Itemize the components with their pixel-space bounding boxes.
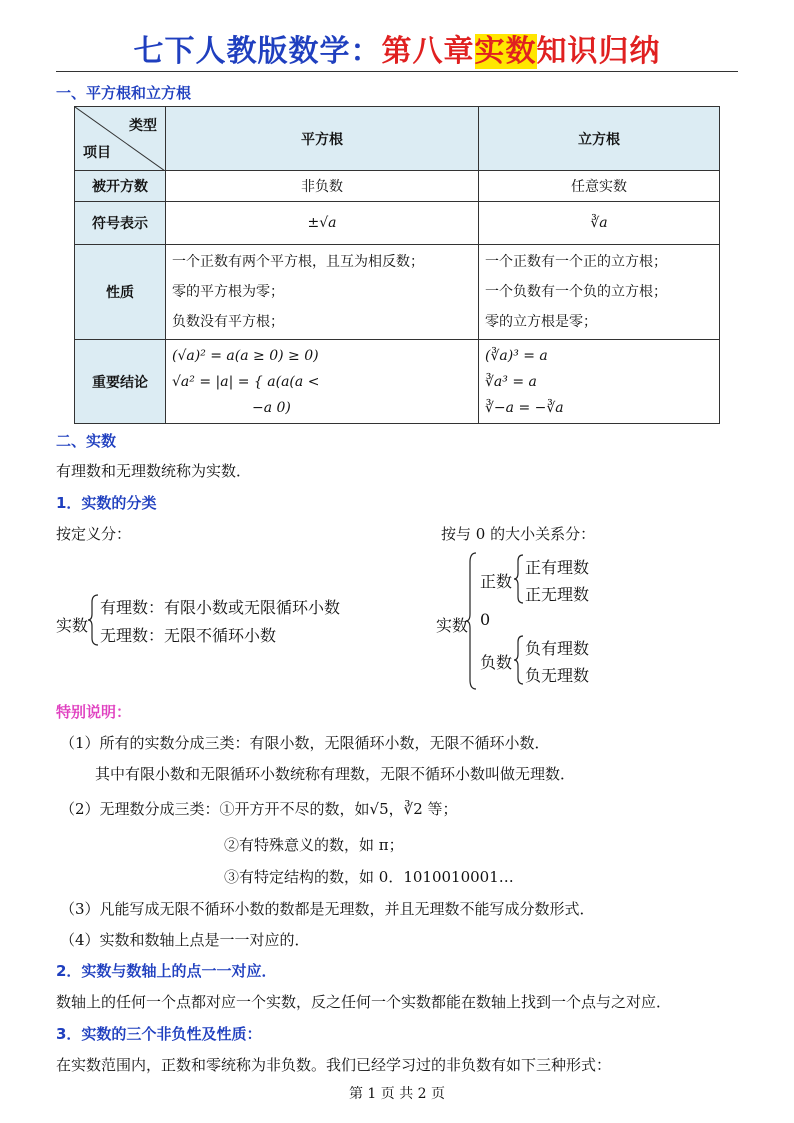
negative-label: 负数 <box>480 653 513 672</box>
conclusion-cube-line: ∛−a = −∛a <box>485 399 564 416</box>
header-item: 项目 <box>83 145 111 161</box>
note-1b: 其中有限小数和无限循环小数统称有理数，无限不循环小数叫做无理数． <box>95 765 576 783</box>
special-notes-heading: 特别说明： <box>56 703 132 721</box>
property-square-line: 负数没有平方根； <box>172 314 284 330</box>
section2-heading: 二、实数 <box>56 432 117 450</box>
classification-heading: 1．实数的分类 <box>56 494 157 512</box>
section2-intro: 有理数和无理数统称为实数． <box>56 462 252 480</box>
irrational-definition: 无理数：无限不循环小数 <box>100 626 277 645</box>
note-1a: （1）所有的实数分成三类：有限小数，无限循环小数，无限不循环小数． <box>60 734 550 752</box>
number-line-text: 数轴上的任何一个点都对应一个实数，反之任何一个实数都能在数轴上找到一个点与之对应． <box>56 993 672 1011</box>
rational-definition: 有理数：有限小数或无限循环小数 <box>100 598 341 617</box>
property-square <box>166 245 479 340</box>
positive-rational: 正有理数 <box>525 558 590 577</box>
left-brace <box>88 594 100 646</box>
negative-rational: 负有理数 <box>525 639 590 658</box>
row-property-label: 性质 <box>75 245 166 340</box>
real-label-right: 实数 <box>436 616 469 635</box>
row-radicand-label: 被开方数 <box>75 171 166 202</box>
by-size-label: 按与 0 的大小关系分： <box>441 525 596 543</box>
diagonal-header-cell <box>75 107 166 171</box>
conclusion-square <box>166 340 479 424</box>
property-square-line: 零的平方根为零； <box>172 284 284 300</box>
negative-brace <box>514 635 524 685</box>
page-title <box>0 26 794 70</box>
section1-heading: 一、平方根和立方根 <box>56 84 192 102</box>
number-line-heading: 2．实数与数轴上的点一一对应． <box>56 962 277 980</box>
nonnegative-heading: 3．实数的三个非负性及性质： <box>56 1025 262 1043</box>
title-part4: 知识归纳 <box>536 34 661 69</box>
property-cube-line: 一个正数有一个正的立方根； <box>485 254 667 270</box>
roots-table <box>74 106 720 424</box>
title-rule <box>56 71 738 72</box>
note-2c: ③有特定结构的数，如 0．1010010001… <box>224 868 514 886</box>
note-3: （3）凡能写成无限不循环小数的数都是无理数，并且无理数不能写成分数形式． <box>60 900 595 918</box>
row-conclusion-label: 重要结论 <box>75 340 166 424</box>
conclusion-cube-line: (∛a)³ = a <box>485 347 548 364</box>
property-cube <box>479 245 720 340</box>
property-square-line: 一个正数有两个平方根，且互为相反数； <box>172 254 424 270</box>
note-4: （4）实数和数轴上点是一一对应的． <box>60 931 310 949</box>
right-main-brace <box>466 552 478 690</box>
real-label-left: 实数 <box>56 616 89 635</box>
col-cube-root: 立方根 <box>479 107 720 171</box>
page-footer: 第 1 页 共 2 页 <box>348 1086 446 1102</box>
radicand-square: 非负数 <box>166 171 479 202</box>
positive-brace <box>514 554 524 604</box>
title-part1: 七下人教版数学： <box>133 34 382 69</box>
radicand-cube: 任意实数 <box>479 171 720 202</box>
by-definition-label: 按定义分： <box>56 525 132 543</box>
conclusion-square-line: (√a)² = a(a ≥ 0) ≥ 0) <box>172 347 319 364</box>
nonnegative-text: 在实数范围内，正数和零统称为非负数。我们已经学习过的非负数有如下三种形式： <box>56 1056 612 1074</box>
property-cube-line: 零的立方根是零； <box>485 314 597 330</box>
symbol-square: ±√a <box>166 202 479 245</box>
conclusion-cube <box>479 340 720 424</box>
row-symbol-label: 符号表示 <box>75 202 166 245</box>
header-type: 类型 <box>129 118 157 134</box>
title-highlight: 实数 <box>474 34 537 69</box>
positive-irrational: 正无理数 <box>525 585 590 604</box>
negative-irrational: 负无理数 <box>525 666 590 685</box>
zero-label: 0 <box>480 610 491 629</box>
property-cube-line: 一个负数有一个负的立方根； <box>485 284 667 300</box>
note-2a: （2）无理数分成三类：①开方开不尽的数，如√5，∛2 等； <box>60 800 458 818</box>
col-square-root: 平方根 <box>166 107 479 171</box>
symbol-cube: ∛a <box>479 202 720 245</box>
conclusion-square-line: √a² = |a| = { a(a(a < <box>172 373 320 390</box>
positive-label: 正数 <box>480 572 513 591</box>
note-2b: ②有特殊意义的数，如 π； <box>224 836 404 854</box>
conclusion-square-line: −a 0) <box>252 399 291 416</box>
title-part2: 第八章 <box>381 34 475 69</box>
conclusion-cube-line: ∛a³ = a <box>485 373 537 390</box>
